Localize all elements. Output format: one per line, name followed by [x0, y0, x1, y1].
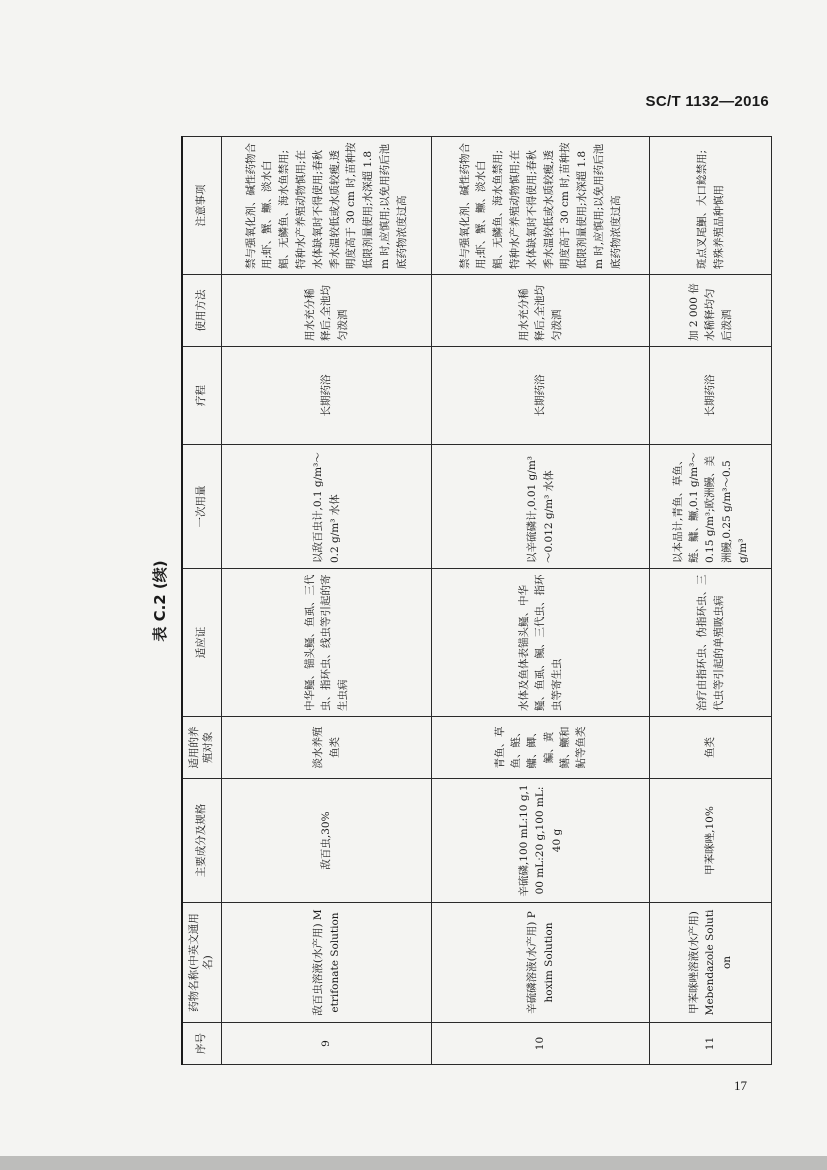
table-caption: 表 C.2 (续): [151, 560, 169, 642]
rotated-content: [145, 137, 767, 1065]
row-method: 加 2 000 倍水稀释均匀后泼洒: [650, 275, 772, 347]
table-row: [222, 137, 432, 1065]
row-notes: 斑点叉尾鮰、大口鲶禁用;特殊养殖品种慎用: [650, 137, 772, 275]
row-indication: 治疗由指环虫、伪指环虫、三代虫等引起的单殖吸虫病: [650, 569, 772, 717]
row-target: 鱼类: [650, 717, 772, 779]
table-row: [432, 137, 650, 1065]
col-header-dose: 一次用量: [182, 445, 222, 569]
col-header-no: 序号: [182, 1023, 222, 1065]
row-dose: 以本品计,青鱼、草鱼、鲢、鳙、鳜,0.1 g/m³～0.15 g/m³;欧洲鳗、美洲鳗,0.25 g/m³～0.5 g/m³: [650, 445, 772, 569]
rotated-table-region: [145, 137, 767, 1065]
col-header-course: 疗程: [182, 347, 222, 445]
table-row: [650, 137, 772, 1065]
row-target: 青鱼、草鱼、鲢、鳙、鲫、鳊、黄鳝、鳜和鲇等鱼类: [432, 717, 650, 779]
row-dose: 以敌百虫计,0.1 g/m³～0.2 g/m³ 水体: [222, 445, 432, 569]
row-no: 10: [432, 1023, 650, 1065]
row-name: 敌百虫溶液(水产用) Metrifonate Solution: [222, 903, 432, 1023]
header-row: [182, 137, 222, 1065]
col-header-target: 适用的养殖对象: [182, 717, 222, 779]
row-name: 甲苯咪唑溶液(水产用) Mebendazole Solution: [650, 903, 772, 1023]
row-dose: 以辛硫磷计,0.01 g/m³～0.012 g/m³ 水体: [432, 445, 650, 569]
row-no: 9: [222, 1023, 432, 1065]
col-header-indication: 适应证: [182, 569, 222, 717]
col-header-ingredient: 主要成分及规格: [182, 779, 222, 903]
row-course: 长期药浴: [432, 347, 650, 445]
drug-table: [181, 136, 772, 1065]
col-header-method: 使用方法: [182, 275, 222, 347]
table-body: [222, 137, 772, 1065]
row-method: 用水充分稀释后,全池均匀泼洒: [432, 275, 650, 347]
row-method: 用水充分稀释后,全池均匀泼洒: [222, 275, 432, 347]
page-number: 17: [734, 1078, 747, 1093]
row-ingredient: 敌百虫,30%: [222, 779, 432, 903]
row-ingredient: 甲苯咪唑,10%: [650, 779, 772, 903]
row-course: 长期药浴: [650, 347, 772, 445]
row-indication: 水体及鱼体表锚头鳋、中华鳋、鱼虱、鲺、三代虫、指环虫等寄生虫: [432, 569, 650, 717]
scan-bottom-edge: [0, 1156, 827, 1170]
col-header-name: 药物名称(中英文通用名): [182, 903, 222, 1023]
row-no: 11: [650, 1023, 772, 1065]
row-notes: 禁与强氧化剂、碱性药物合用;虾、蟹、鳜、淡水白鲳、无鳞鱼、海水鱼禁用;特种水产养殖动物慎用;在水体缺氧时不得使用;春秋季水温较低或水质较瘦,透明度高于 30 cm 时,苗种按低限剂量使用;水深超 1.8 m 时,应慎用;以免用药后池底药物浓度过高: [222, 137, 432, 275]
row-ingredient: 辛硫磷,100 mL:10 g,100 mL:20 g,100 mL:40 g: [432, 779, 650, 903]
col-header-notes: 注意事项: [182, 137, 222, 275]
row-indication: 中华鳋、锚头鳋、鱼虱、三代虫、指环虫、线虫等引起的寄生虫病: [222, 569, 432, 717]
row-course: 长期药浴: [222, 347, 432, 445]
table-header: [182, 137, 222, 1065]
standard-code-header: SC/T 1132—2016: [645, 93, 769, 110]
row-notes: 禁与强氧化剂、碱性药物合用;虾、蟹、鳜、淡水白鲳、无鳞鱼、海水鱼禁用;特种水产养殖动物慎用;在水体缺氧时不得使用;春秋季水温较低或水质较瘦,透明度高于 30 cm 时,苗种按低限剂量使用;水深超 1.8 m 时,应慎用;以免用药后池底药物浓度过高: [432, 137, 650, 275]
row-name: 辛硫磷溶液(水产用) Phoxim Solution: [432, 903, 650, 1023]
row-target: 淡水养殖鱼类: [222, 717, 432, 779]
